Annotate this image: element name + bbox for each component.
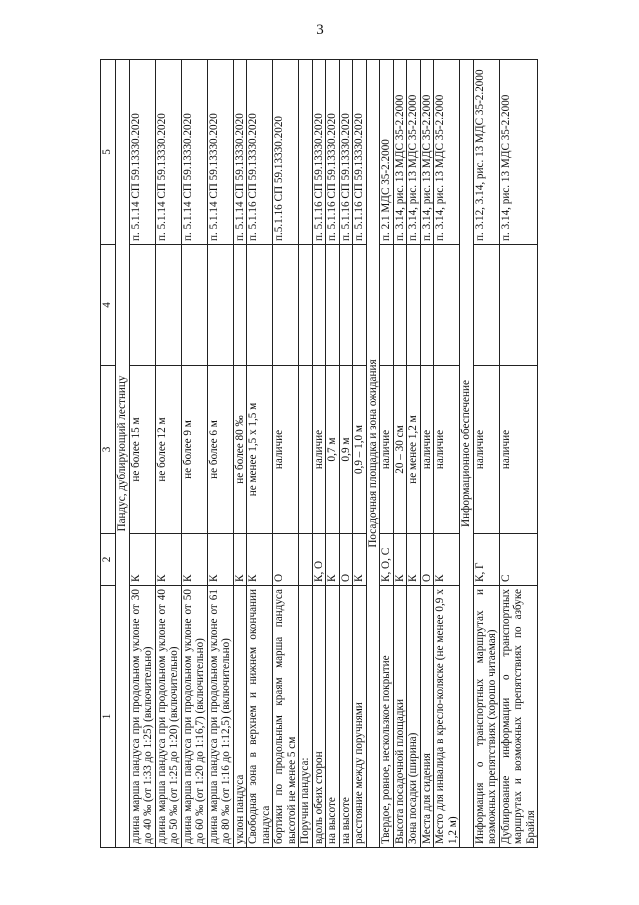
category-cell: К — [434, 534, 460, 586]
reference-cell: п. 3.14, рис. 13 МДС 35-2.2000 — [434, 60, 460, 245]
table-row — [393, 60, 407, 848]
actual-cell — [233, 245, 247, 366]
reference-cell: п. 2.1 МДС 35-2.2000 — [380, 60, 394, 245]
category-cell: К, О — [312, 534, 326, 586]
reference-cell: п. 5.1.16 СП 59.13330.2020 — [312, 60, 326, 245]
table-row — [273, 60, 299, 848]
category-cell: К — [207, 534, 233, 586]
table-row — [407, 60, 421, 848]
actual-cell — [499, 245, 538, 366]
actual-cell — [247, 245, 273, 366]
category-cell: К — [247, 534, 273, 586]
norm-cell: 0,9 – 1,0 м — [353, 366, 367, 534]
actual-cell — [155, 245, 181, 366]
requirement-cell: бортики по продольным краям марша пандуса высотой не менее 5 см — [273, 586, 299, 848]
actual-cell — [407, 245, 421, 366]
norm-cell: не более 15 м — [129, 366, 155, 534]
section-title: Пандус, дублирующий лестницу — [116, 60, 130, 848]
norm-cell: 20 – 30 см — [393, 366, 407, 534]
norm-cell: 0,9 м — [339, 366, 353, 534]
reference-cell: п. 5.1.14 СП 59.13330.2020 — [207, 60, 233, 245]
column-header: 2 — [101, 534, 116, 586]
table-row — [129, 60, 155, 848]
rotated-table-container — [100, 60, 580, 848]
requirement-cell: вдоль обеих сторон — [312, 586, 326, 848]
reference-cell: п. 5.1.16 СП 59.13330.2020 — [339, 60, 353, 245]
table-row — [233, 60, 247, 848]
requirement-cell: на высоте — [339, 586, 353, 848]
category-cell: О — [339, 534, 353, 586]
actual-cell — [393, 245, 407, 366]
actual-cell — [181, 245, 207, 366]
column-header: 3 — [101, 366, 116, 534]
table-row — [380, 60, 394, 848]
norm-cell: наличие — [312, 366, 326, 534]
category-cell: К — [353, 534, 367, 586]
reference-cell: п. 5.1.16 СП 59.13330.2020 — [247, 60, 273, 245]
actual-cell — [420, 245, 434, 366]
category-cell: К — [129, 534, 155, 586]
norm-cell: наличие — [499, 366, 538, 534]
norm-cell: 0,7 м — [326, 366, 340, 534]
reference-cell: п. 5.1.16 СП 59.13330.2020 — [326, 60, 340, 245]
actual-cell — [299, 245, 313, 366]
column-header: 1 — [101, 586, 116, 848]
requirement-cell: длина марша пандуса при продольном уклоне от 61 до 80 ‰ (от 1:16 до 1:12,5) (включительно) — [207, 586, 233, 848]
norm-cell: не более 80 ‰ — [233, 366, 247, 534]
actual-cell — [273, 245, 299, 366]
norm-cell: наличие — [473, 366, 499, 534]
norm-cell: наличие — [420, 366, 434, 534]
category-cell: О — [273, 534, 299, 586]
reference-cell: п. 5.1.16 СП 59.13330.2020 — [353, 60, 367, 245]
norm-cell: наличие — [273, 366, 299, 534]
norm-cell: наличие — [434, 366, 460, 534]
requirement-cell: длина марша пандуса при продольном уклоне от 50 до 60 ‰ (от 1:20 до 1:16,7) (включительно) — [181, 586, 207, 848]
category-cell: К — [407, 534, 421, 586]
table-row — [499, 60, 538, 848]
actual-cell — [129, 245, 155, 366]
category-cell: К — [326, 534, 340, 586]
category-cell: К — [393, 534, 407, 586]
requirement-cell: Высота посадочной площадки — [393, 586, 407, 848]
category-cell: С — [499, 534, 538, 586]
requirement-cell: Свободная зона в верхнем и нижнем окончании пандуса — [247, 586, 273, 848]
requirement-cell: Зона посадки (ширина) — [407, 586, 421, 848]
norm-cell: не более 12 м — [155, 366, 181, 534]
requirement-cell: Твердое, ровное, нескользкое покрытие — [380, 586, 394, 848]
requirement-cell: Место для инвалида в кресло-коляске (не менее 0,9 х 1,2 м) — [434, 586, 460, 848]
requirement-cell: Дублирование информации о транспортных маршрутах и возможных препятствиях по азбуке Брайля — [499, 586, 538, 848]
table-row — [339, 60, 353, 848]
table-row — [207, 60, 233, 848]
reference-cell: п. 5.1.14 СП 59.13330.2020 — [129, 60, 155, 245]
table-row — [155, 60, 181, 848]
actual-cell — [207, 245, 233, 366]
norm-cell: не более 9 м — [181, 366, 207, 534]
norm-cell: не менее 1,5 х 1,5 м — [247, 366, 273, 534]
column-header: 5 — [101, 60, 116, 245]
category-cell: К — [181, 534, 207, 586]
actual-cell — [380, 245, 394, 366]
category-cell: К, О, С — [380, 534, 394, 586]
actual-cell — [312, 245, 326, 366]
category-cell: К, Г — [473, 534, 499, 586]
section-row — [366, 60, 380, 848]
requirement-cell: Места для сидения — [420, 586, 434, 848]
norm-cell: не более 6 м — [207, 366, 233, 534]
norm-cell: наличие — [380, 366, 394, 534]
section-row — [116, 60, 130, 848]
reference-cell — [299, 60, 313, 245]
table-row — [326, 60, 340, 848]
table-row — [312, 60, 326, 848]
page-number: 3 — [316, 22, 324, 38]
table-row — [420, 60, 434, 848]
reference-cell: п. 5.1.14 СП 59.13330.2020 — [155, 60, 181, 245]
section-title: Посадочная площадка и зона ожидания — [366, 60, 380, 848]
section-row — [460, 60, 474, 848]
table-header-row — [101, 60, 116, 848]
table-row — [473, 60, 499, 848]
requirement-cell: расстояние между поручнями — [353, 586, 367, 848]
requirements-table — [100, 59, 538, 848]
table-row — [353, 60, 367, 848]
actual-cell — [473, 245, 499, 366]
category-cell: К — [155, 534, 181, 586]
requirement-cell: на высоте — [326, 586, 340, 848]
requirement-cell: Поручни пандуса: — [299, 586, 313, 848]
requirement-cell: длина марша пандуса при продольном уклоне от 40 до 50 ‰ (от 1:25 до 1:20) (включительно) — [155, 586, 181, 848]
category-cell: К — [233, 534, 247, 586]
requirement-cell: Информация о транспортных маршрутах и возможных препятствиях (хорошо читаемая) — [473, 586, 499, 848]
norm-cell — [299, 366, 313, 534]
reference-cell: п. 3.12, 3.14, рис. 13 МДС 35-2.2000 — [473, 60, 499, 245]
reference-cell: п. 3.14, рис. 13 МДС 35-2.2000 — [407, 60, 421, 245]
section-title: Информационное обеспечение — [460, 60, 474, 848]
column-header: 4 — [101, 245, 116, 366]
reference-cell: п. 3.14, рис. 13 МДС 35-2.2000 — [393, 60, 407, 245]
actual-cell — [434, 245, 460, 366]
reference-cell: п. 5.1.14 СП 59.13330.2020 — [181, 60, 207, 245]
table-row — [181, 60, 207, 848]
category-cell: О — [420, 534, 434, 586]
requirement-cell: длина марша пандуса при продольном уклоне от 30 до 40 ‰ (от 1:33 до 1:25) (включительно) — [129, 586, 155, 848]
table-row — [247, 60, 273, 848]
reference-cell: п.5.1.16 СП 59.13330.2020 — [273, 60, 299, 245]
reference-cell: п. 5.1.14 СП 59.13330.2020 — [233, 60, 247, 245]
actual-cell — [326, 245, 340, 366]
table-row — [434, 60, 460, 848]
reference-cell: п. 3.14, рис. 13 МДС 35-2.2000 — [499, 60, 538, 245]
category-cell — [299, 534, 313, 586]
norm-cell: не менее 1,2 м — [407, 366, 421, 534]
reference-cell: п. 3.14, рис. 13 МДС 35-2.2000 — [420, 60, 434, 245]
actual-cell — [339, 245, 353, 366]
requirement-cell: уклон пандуса — [233, 586, 247, 848]
actual-cell — [353, 245, 367, 366]
table-row — [299, 60, 313, 848]
